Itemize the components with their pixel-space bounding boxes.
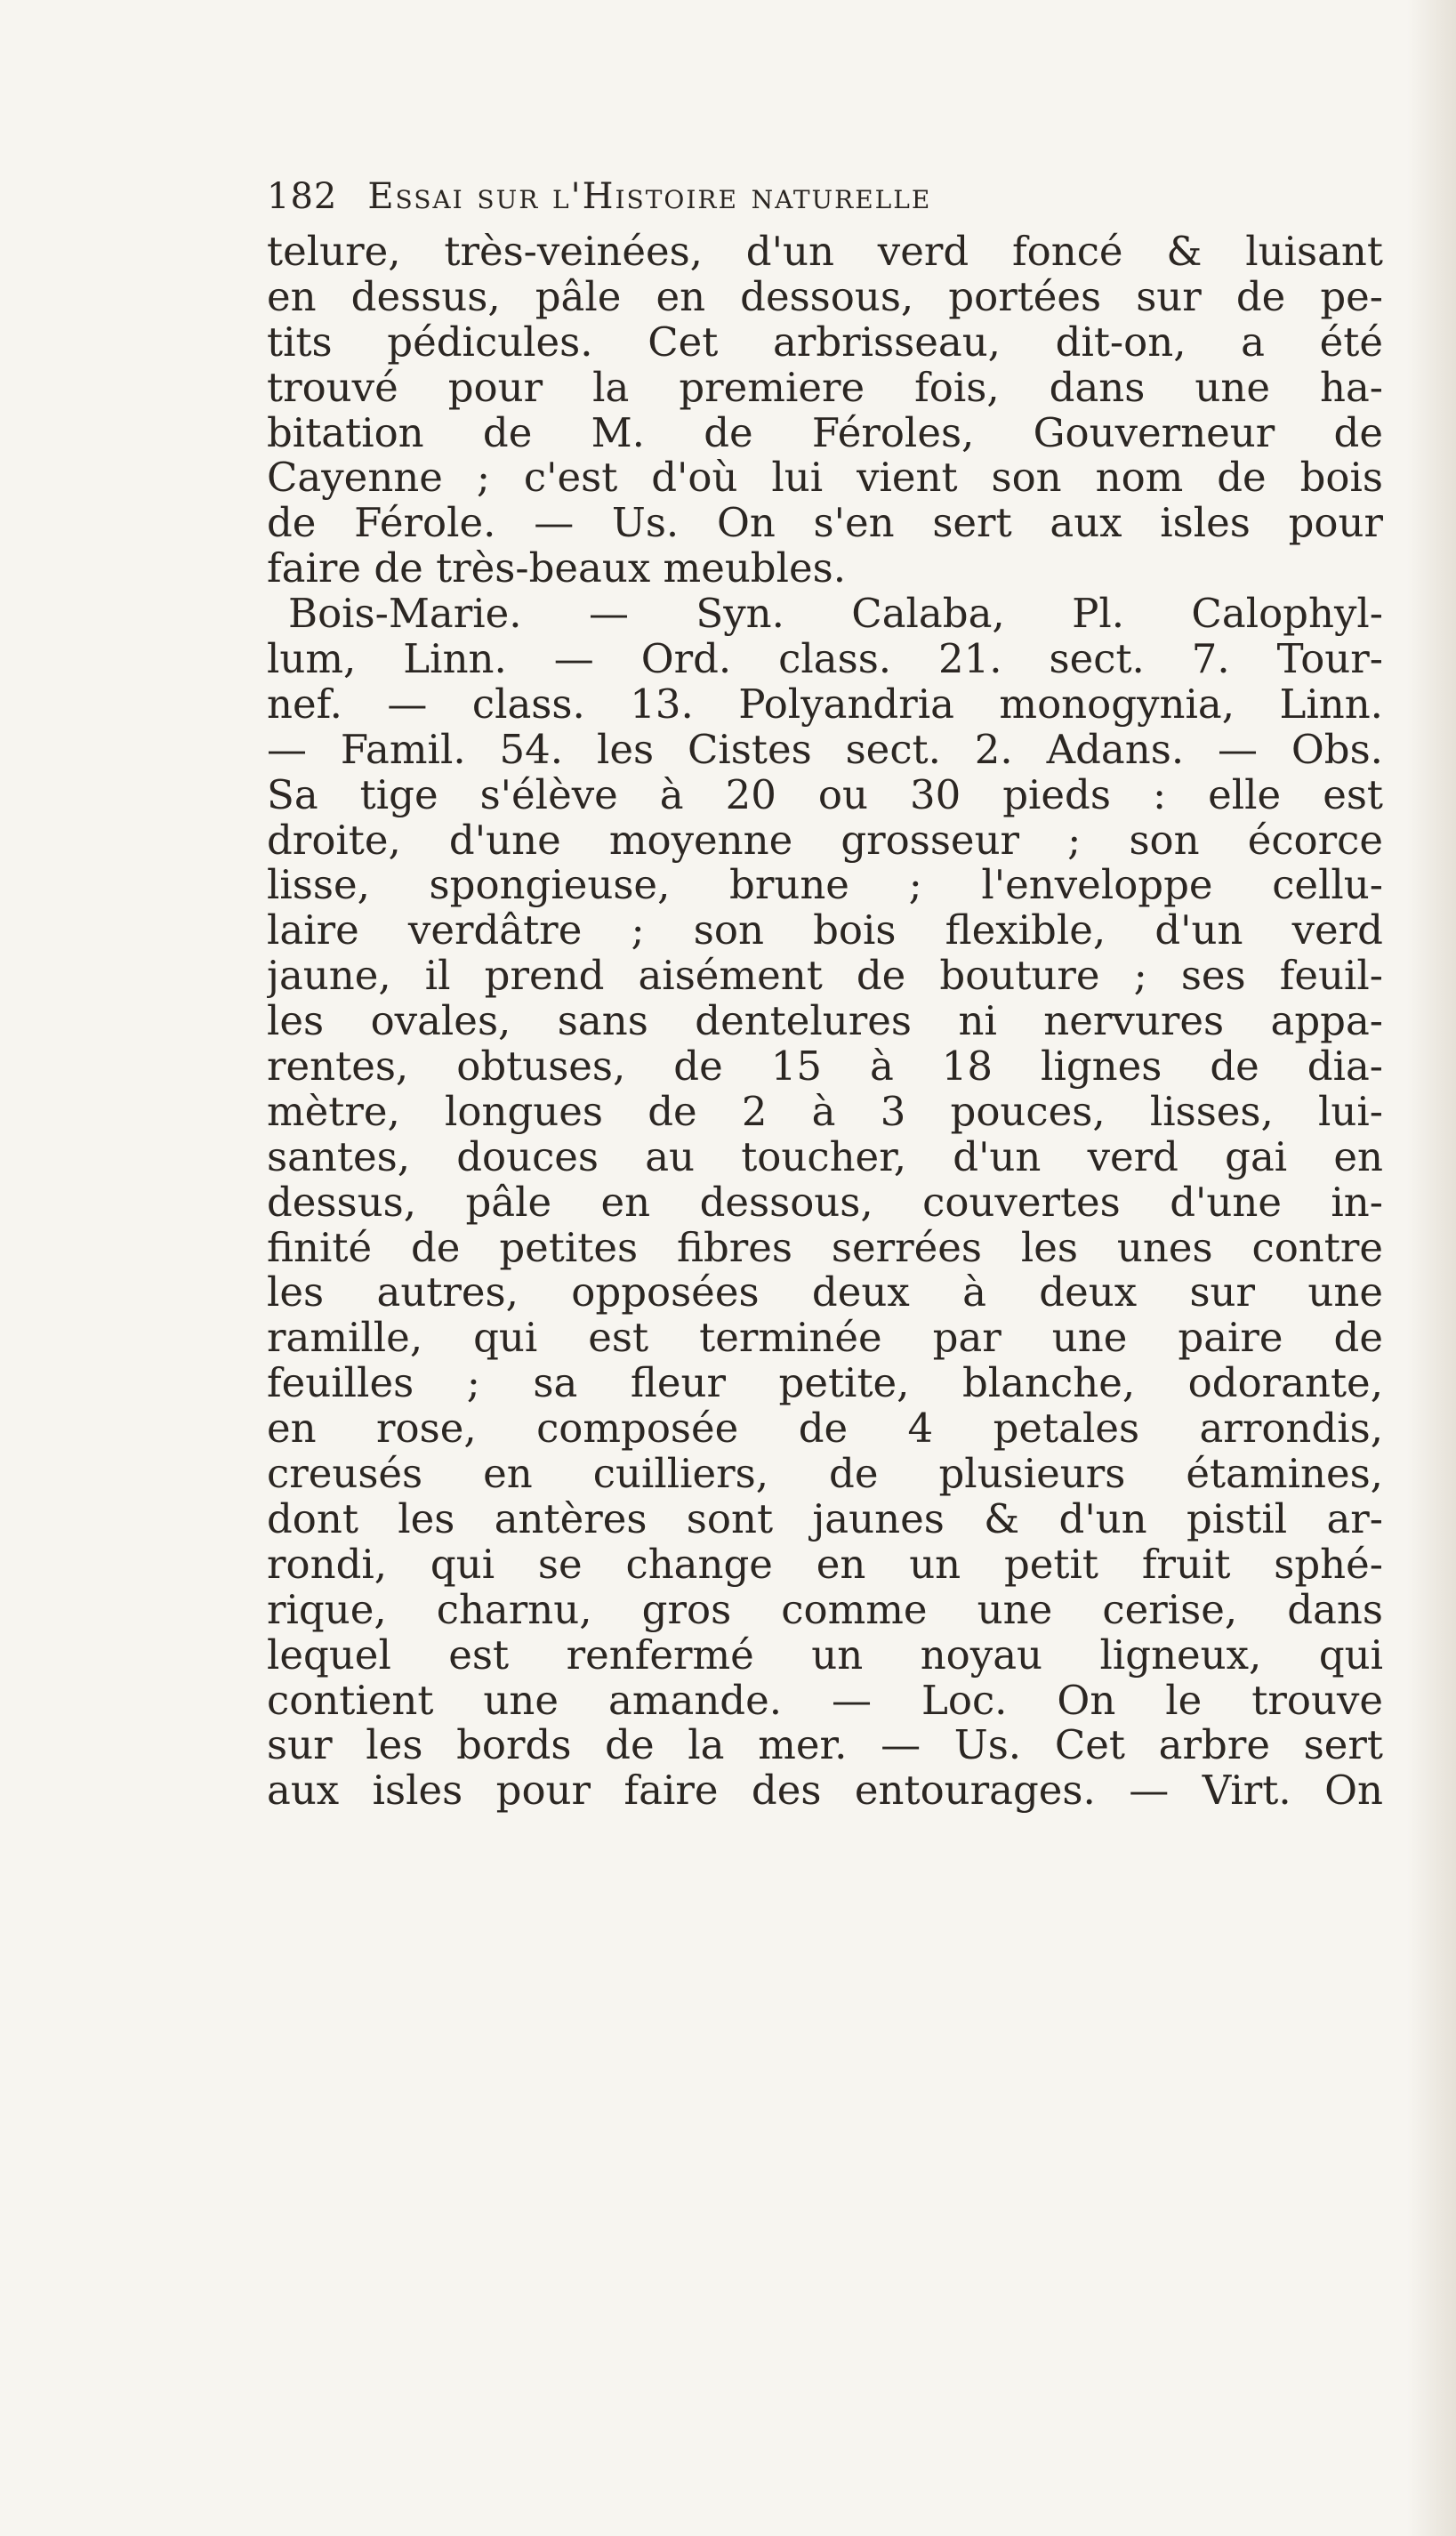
text-line: sur les bords de la mer. — Us. Cet arbre sert xyxy=(267,1723,1383,1769)
text-line: finité de petites fibres serrées les unes contre xyxy=(267,1225,1383,1271)
text-line: rentes, obtuses, de 15 à 18 lignes de dia- xyxy=(267,1044,1383,1090)
text-line: jaune, il prend aisément de bouture ; ses feuil- xyxy=(267,954,1383,1000)
text-line: bitation de M. de Féroles, Gouverneur de xyxy=(267,410,1383,456)
text-line: lisse, spongieuse, brune ; l'enveloppe cellu- xyxy=(267,863,1383,909)
text-line: tits pédicules. Cet arbrisseau, dit-on, a été xyxy=(267,319,1383,366)
text-line: rondi, qui se change en un petit fruit sphé- xyxy=(267,1542,1383,1588)
text-line: Bois-Marie. — Syn. Calaba, Pl. Calophyl- xyxy=(288,592,1383,638)
text-line: aux isles pour faire des entourages. — Virt. On xyxy=(267,1768,1383,1815)
text-line: les ovales, sans dentelures ni nervures appa- xyxy=(267,999,1383,1045)
text-line: lum, Linn. — Ord. class. 21. sect. 7. Tour- xyxy=(267,637,1383,682)
running-title: Essai sur l'Histoire naturelle xyxy=(367,176,932,217)
running-header xyxy=(267,176,1383,229)
text-line: feuilles ; sa fleur petite, blanche, odorante, xyxy=(267,1361,1383,1407)
text-line: santes, douces au toucher, d'un verd gai en xyxy=(267,1134,1383,1180)
text-line: creusés en cuilliers, de plusieurs étamines, xyxy=(267,1452,1383,1497)
text-line: lequel est renfermé un noyau ligneux, qui xyxy=(267,1632,1383,1679)
text-line: en dessus, pâle en dessous, portées sur de pe- xyxy=(267,274,1383,320)
text-line: telure, très-veinées, d'un verd foncé & luisant xyxy=(267,229,1383,275)
text-line: droite, d'une moyenne grosseur ; son écorce xyxy=(267,817,1383,864)
text-line: rique, charnu, gros comme une cerise, dans xyxy=(267,1587,1383,1633)
text-line: les autres, opposées deux à deux sur une xyxy=(267,1270,1383,1316)
text-line: trouvé pour la premiere fois, dans une ha- xyxy=(267,365,1383,411)
text-line: contient une amande. — Loc. On le trouve xyxy=(267,1678,1383,1724)
body-text xyxy=(267,229,1383,1814)
text-line: laire verdâtre ; son bois flexible, d'un verd xyxy=(267,908,1383,954)
page-edge-shadow xyxy=(1407,0,1456,2536)
text-line: nef. — class. 13. Polyandria monogynia, Linn. xyxy=(267,681,1383,728)
text-line: en rose, composée de 4 petales arrondis, xyxy=(267,1406,1383,1453)
page-number: 182 xyxy=(267,176,338,217)
text-line: dont les antères sont jaunes & d'un pistil ar- xyxy=(267,1496,1383,1542)
text-line: dessus, pâle en dessous, couvertes d'une in- xyxy=(267,1179,1383,1226)
text-line: faire de très-beaux meubles. xyxy=(267,546,847,592)
text-line: mètre, longues de 2 à 3 pouces, lisses, lui- xyxy=(267,1089,1383,1135)
text-line: de Férole. — Us. On s'en sert aux isles pour xyxy=(267,501,1383,547)
text-line: Sa tige s'élève à 20 ou 30 pieds : elle est xyxy=(267,772,1383,818)
text-line: — Famil. 54. les Cistes sect. 2. Adans. — Obs. xyxy=(267,727,1383,773)
text-block xyxy=(267,176,1383,1814)
text-line: Cayenne ; c'est d'où lui vient son nom de bois xyxy=(267,455,1383,502)
text-line: ramille, qui est terminée par une paire de xyxy=(267,1316,1383,1362)
